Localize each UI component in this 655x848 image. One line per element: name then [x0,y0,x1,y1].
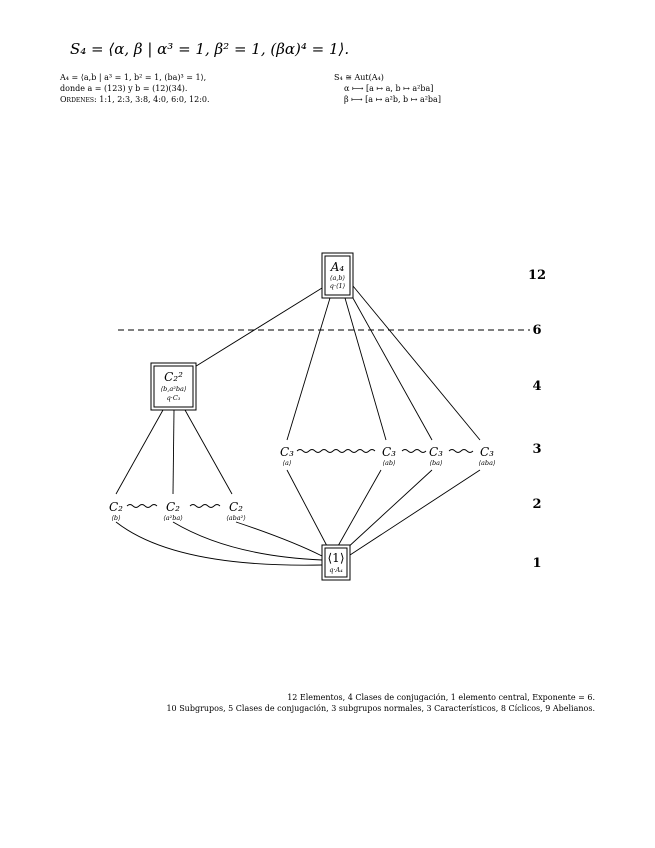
node-c3-2-name: C₃ [382,445,396,459]
conjugacy-waves [127,450,473,508]
edge-c3-2-one [338,470,381,546]
edge-a4-c22 [193,288,322,368]
edge-a4-c3-2 [345,298,386,440]
node-c2-2-name: C₂ [166,500,180,514]
beta-map: β ⟼ [a ↦ a²b, b ↦ a²ba] [344,95,441,104]
node-c2-1-name: C₂ [109,500,123,514]
edge-c3-4-one [350,470,480,555]
edge-c2-2-one [173,522,322,560]
node-one [322,545,350,580]
footer-subgroups-summary: 10 Subgrupos, 5 Clases de conjugación, 3 subgrupos normales, 3 Característicos, 8 Cíclicos, 9 Abelianos. [166,704,595,713]
edge-a4-c3-3 [349,291,432,440]
node-c22-name: C₂² [164,370,183,384]
definition-line-1: A₄ = ⟨a,b | a³ = 1, b² = 1, (ba)³ = 1⟩, [60,73,207,82]
orders-label: Ordenes: [60,95,97,104]
edge-c2-1-one [116,522,322,565]
node-c2-2-generator: ⟨a²ba⟩ [163,514,183,522]
node-c3-2-generator: ⟨ab⟩ [382,459,396,467]
level-6: 6 [532,323,542,338]
node-c22-sub: q·C₃ [166,394,181,402]
node-a4-name: A₄ [330,260,345,274]
level-4: 4 [532,379,542,394]
level-2: 2 [532,497,542,512]
edge-c22-c2-2 [173,410,174,494]
node-a4 [322,253,353,298]
level-labels [528,268,546,571]
edge-a4-c3-1 [287,298,330,440]
node-one-name: ⟨1⟩ [327,551,345,565]
node-c3-3-name: C₃ [429,445,443,459]
node-c3-1-name: C₃ [280,445,294,459]
node-c3-3-generator: ⟨ba⟩ [429,459,443,467]
edge-c3-1-one [287,470,327,546]
wave-c2-1-2 [127,505,157,508]
level-3: 3 [532,442,542,457]
node-c3-1-generator: ⟨a⟩ [282,459,292,467]
node-a4-generators: ⟨a,b⟩ [329,274,346,282]
node-c22-generators: ⟨b,a²ba⟩ [160,385,187,393]
lattice-edges [116,286,480,565]
orders-value: 1:1, 2:3, 3:8, 4:0, 6:0, 12:0. [99,95,210,104]
node-c22 [151,363,196,410]
presentation-title: S₄ = ⟨α, β | α³ = 1, β² = 1, (βα)⁴ = 1⟩. [70,40,350,58]
wave-c3-3-4 [449,450,473,453]
iso-line: S₄ ≅ Aut(A₄) [334,73,384,82]
wave-c2-2-3 [190,505,220,508]
edge-c22-c2-3 [185,410,232,494]
level-12: 12 [527,268,547,283]
definition-line-2: donde a = (123) y b = (12)(34). [60,84,188,93]
footer-elements-summary: 12 Elementos, 4 Clases de conjugación, 1 elemento central, Exponente = 6. [287,693,595,702]
node-c3-4-name: C₃ [480,445,494,459]
edge-c22-c2-1 [116,410,163,494]
node-c3-4-generator: ⟨aba⟩ [478,459,496,467]
node-c2-1-generator: ⟨b⟩ [111,514,121,522]
node-one-sub: q·A₄ [329,566,343,574]
node-c2-3-generator: ⟨aba²⟩ [226,514,246,522]
node-a4-sub: q·⟨1⟩ [329,282,346,290]
wave-c3-2-3 [402,450,426,453]
c2-nodes [109,500,246,522]
wave-c3-1-2 [297,450,375,453]
alpha-map: α ⟼ [a ↦ a, b ↦ a²ba] [344,84,434,93]
level-1: 1 [532,556,542,571]
edge-a4-c3-4 [353,286,480,440]
c3-nodes [280,445,495,467]
node-c2-3-name: C₂ [229,500,243,514]
